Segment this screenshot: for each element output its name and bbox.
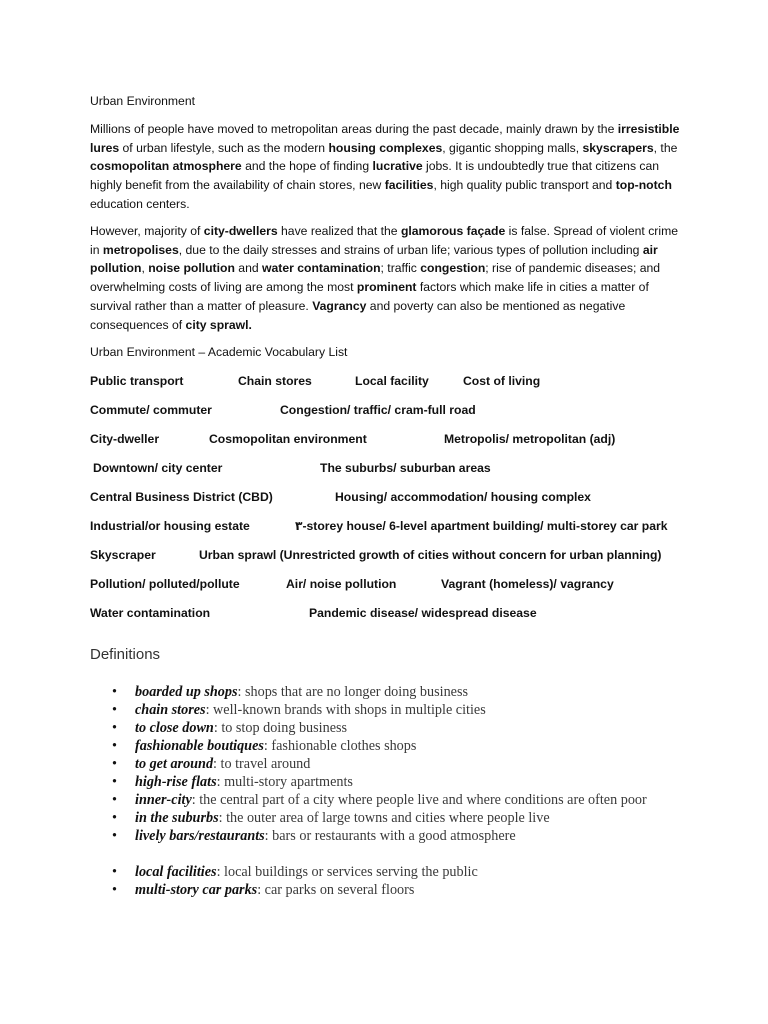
vocabulary-term: Downtown/ city center — [93, 461, 223, 476]
vocabulary-row — [90, 547, 690, 576]
emphasized-term: cosmopolitan atmosphere — [90, 159, 242, 174]
vocabulary-term: Cosmopolitan environment — [209, 432, 367, 447]
definition-term: high-rise flats — [135, 774, 217, 790]
vocabulary-term: Congestion/ traffic/ cram-full road — [280, 403, 476, 418]
vocabulary-row — [90, 373, 690, 402]
definition-term: fashionable boutiques — [135, 738, 264, 754]
emphasized-term: water contamination — [262, 261, 381, 276]
emphasized-term: lucrative — [372, 159, 423, 174]
text-run: Millions of people have moved to metropolitan areas during the past decade, mainly drawn by the — [90, 121, 618, 136]
emphasized-term: facilities — [384, 178, 434, 193]
vocabulary-term: Local facility — [355, 374, 429, 389]
bullet-icon: • — [112, 882, 117, 898]
text-run: , due to the daily stresses and strains of urban life; various types of pollution including — [178, 242, 643, 257]
definition-term: local facilities — [135, 864, 217, 880]
definition-item — [112, 719, 692, 737]
text-run: is false. Spread of violent crime in — [90, 223, 678, 257]
emphasized-term: housing complexes — [328, 140, 443, 155]
definition-term: boarded up shops — [135, 684, 238, 700]
emphasized-term: air pollution — [90, 242, 658, 276]
emphasized-term: Vagrancy — [312, 298, 367, 313]
vocabulary-list-title: Urban Environment – Academic Vocabulary List — [90, 344, 348, 359]
vocabulary-term: Public transport — [90, 374, 184, 389]
definition-text: : bars or restaurants with a good atmosphere — [264, 828, 516, 844]
emphasized-term: city-dwellers — [203, 223, 278, 238]
bullet-icon: • — [112, 738, 117, 754]
emphasized-term: noise pollution — [148, 261, 235, 276]
definition-text: : to travel around — [213, 756, 311, 772]
vocabulary-term: Urban sprawl (Unrestricted growth of cities without concern for urban planning) — [199, 548, 662, 563]
definition-term: to close down — [135, 720, 214, 736]
document-title: Urban Environment — [90, 94, 195, 108]
definition-term: to get around — [135, 756, 214, 772]
emphasized-term: congestion — [420, 261, 486, 276]
vocabulary-term: Water contamination — [90, 606, 211, 621]
emphasized-term: city sprawl. — [185, 317, 252, 332]
bullet-icon: • — [112, 774, 117, 790]
vocabulary-row — [90, 518, 690, 547]
vocabulary-row — [90, 605, 690, 634]
definitions-heading: Definitions — [90, 646, 161, 663]
definition-text: : shops that are no longer doing business — [237, 684, 469, 700]
vocabulary-term: Central Business District (CBD) — [90, 490, 273, 505]
emphasized-term: prominent — [356, 280, 417, 295]
definition-item — [112, 791, 692, 809]
text-run: , — [141, 261, 149, 276]
text-run: , the — [653, 140, 678, 155]
vocabulary-term: Vagrant (homeless)/ vagrancy — [441, 577, 614, 592]
definition-item — [112, 809, 692, 827]
definition-item — [112, 881, 692, 899]
definition-item — [112, 737, 692, 755]
vocabulary-term: Industrial/or housing estate — [90, 519, 250, 534]
vocabulary-row — [90, 402, 690, 431]
definition-term: lively bars/restaurants — [135, 828, 265, 844]
text-run: and the hope of finding — [241, 159, 373, 174]
problems-paragraph — [90, 222, 690, 335]
definition-text: : fashionable clothes shops — [263, 738, 417, 754]
definition-item — [112, 863, 692, 881]
text-run: However, majority of — [90, 223, 204, 238]
vocabulary-term: Chain stores — [238, 374, 312, 389]
vocabulary-term: ٣-storey house/ 6-level apartment building/ multi-storey car park — [295, 519, 668, 534]
vocabulary-list — [90, 373, 690, 634]
vocabulary-row — [90, 576, 690, 605]
definition-item — [112, 755, 692, 773]
emphasized-term: irresistible lures — [90, 121, 680, 155]
vocabulary-term: Skyscraper — [90, 548, 156, 563]
vocabulary-term: Commute/ commuter — [90, 403, 212, 418]
definition-text: : to stop doing business — [213, 720, 348, 736]
definition-text: : the outer area of large towns and cities where people live — [218, 810, 550, 826]
vocabulary-row — [90, 460, 690, 489]
definitions-list — [112, 683, 692, 899]
bullet-icon: • — [112, 720, 117, 736]
text-run: and — [234, 261, 263, 276]
definition-term: multi-story car parks — [135, 882, 258, 898]
text-run: ; traffic — [380, 261, 421, 276]
emphasized-term: skyscrapers — [582, 140, 654, 155]
text-run: , gigantic shopping malls, — [442, 140, 583, 155]
vocabulary-term: Cost of living — [463, 374, 541, 389]
definition-item — [112, 827, 692, 845]
definition-term: inner-city — [135, 792, 192, 808]
emphasized-term: metropolises — [102, 242, 179, 257]
vocabulary-term: Pandemic disease/ widespread disease — [309, 606, 537, 621]
text-run: of urban lifestyle, such as the modern — [119, 140, 329, 155]
bullet-icon: • — [112, 810, 117, 826]
text-run: factors which make life in cities a matter of survival rather than a matter of pleasure. — [90, 280, 649, 313]
definition-item — [112, 773, 692, 791]
definition-text: : well-known brands with shops in multiple cities — [205, 702, 486, 718]
bullet-icon: • — [112, 684, 117, 700]
text-run: have realized that the — [277, 223, 401, 238]
bullet-icon: • — [112, 864, 117, 880]
emphasized-term: glamorous façade — [400, 223, 506, 238]
definition-text: : local buildings or services serving the public — [216, 864, 478, 880]
document-body — [90, 92, 690, 634]
vocabulary-row — [90, 489, 690, 518]
vocabulary-term: Housing/ accommodation/ housing complex — [335, 490, 591, 505]
definition-text: : the central part of a city where people live and where conditions are often poor — [191, 792, 647, 808]
definition-item — [112, 683, 692, 701]
definition-item — [112, 701, 692, 719]
vocabulary-term: Metropolis/ metropolitan (adj) — [444, 432, 616, 447]
text-run: ; rise of pandemic diseases; and overwhelming costs of living are among the most — [90, 261, 661, 295]
vocabulary-term: The suburbs/ suburban areas — [320, 461, 491, 476]
emphasized-term: top-notch — [615, 178, 672, 193]
vocabulary-term: Pollution/ polluted/pollute — [90, 577, 240, 592]
text-run: education centers. — [90, 196, 190, 211]
intro-paragraph — [90, 120, 690, 214]
text-run: jobs. It is undoubtedly true that citizens can highly benefit from the availability of chain stores, new — [90, 159, 660, 193]
definition-term: chain stores — [135, 702, 206, 718]
text-run: , high quality public transport and — [433, 178, 616, 193]
definition-text: : car parks on several floors — [257, 882, 415, 898]
bullet-icon: • — [112, 792, 117, 808]
vocabulary-term: City-dweller — [90, 432, 160, 447]
bullet-icon: • — [112, 828, 117, 844]
vocabulary-term: Air/ noise pollution — [286, 577, 397, 592]
definition-term: in the suburbs — [135, 810, 219, 826]
bullet-icon: • — [112, 702, 117, 718]
bullet-icon: • — [112, 756, 117, 772]
vocabulary-row — [90, 431, 690, 460]
definition-text: : multi-story apartments — [216, 774, 353, 790]
text-run: and poverty can also be mentioned as negative consequences of — [90, 298, 626, 332]
